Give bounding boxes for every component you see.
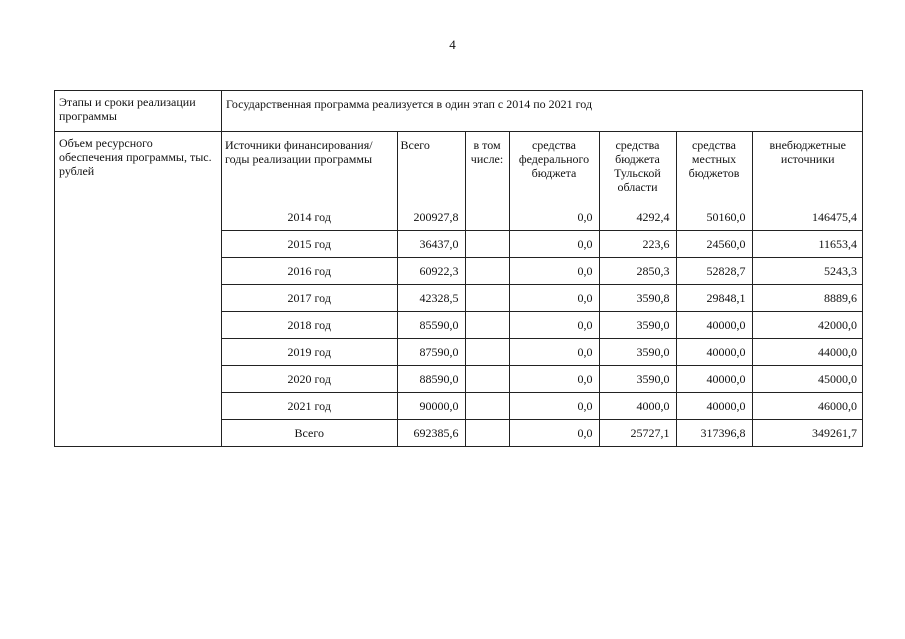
including-cell bbox=[465, 231, 509, 258]
total-cell: 85590,0 bbox=[397, 312, 465, 339]
local-cell: 40000,0 bbox=[676, 312, 752, 339]
federal-cell: 0,0 bbox=[509, 420, 599, 447]
extra-cell: 42000,0 bbox=[752, 312, 863, 339]
federal-cell: 0,0 bbox=[509, 204, 599, 231]
header-federal: средства федерального бюджета bbox=[509, 132, 599, 204]
including-cell bbox=[465, 285, 509, 312]
header-regional: средства бюджета Тульской области bbox=[599, 132, 676, 204]
funding-header-row bbox=[222, 132, 863, 204]
extra-cell: 45000,0 bbox=[752, 366, 863, 393]
total-cell: 36437,0 bbox=[397, 231, 465, 258]
header-total: Всего bbox=[397, 132, 465, 204]
total-cell: 88590,0 bbox=[397, 366, 465, 393]
including-cell bbox=[465, 312, 509, 339]
local-cell: 24560,0 bbox=[676, 231, 752, 258]
extra-cell: 8889,6 bbox=[752, 285, 863, 312]
regional-cell: 3590,8 bbox=[599, 285, 676, 312]
federal-cell: 0,0 bbox=[509, 366, 599, 393]
regional-cell: 25727,1 bbox=[599, 420, 676, 447]
stages-row bbox=[55, 91, 863, 132]
federal-cell: 0,0 bbox=[509, 285, 599, 312]
federal-cell: 0,0 bbox=[509, 393, 599, 420]
local-cell: 29848,1 bbox=[676, 285, 752, 312]
local-cell: 40000,0 bbox=[676, 393, 752, 420]
regional-cell: 2850,3 bbox=[599, 258, 676, 285]
header-local: средства местных бюджетов bbox=[676, 132, 752, 204]
funding-table-cell bbox=[222, 132, 863, 447]
local-cell: 50160,0 bbox=[676, 204, 752, 231]
table-row bbox=[222, 258, 863, 285]
year-cell: 2015 год bbox=[222, 231, 397, 258]
total-cell: 87590,0 bbox=[397, 339, 465, 366]
extra-cell: 349261,7 bbox=[752, 420, 863, 447]
total-cell: 200927,8 bbox=[397, 204, 465, 231]
table-row bbox=[222, 285, 863, 312]
local-cell: 40000,0 bbox=[676, 339, 752, 366]
year-cell: 2014 год bbox=[222, 204, 397, 231]
total-cell: 692385,6 bbox=[397, 420, 465, 447]
including-cell bbox=[465, 393, 509, 420]
total-cell: 60922,3 bbox=[397, 258, 465, 285]
extra-cell: 46000,0 bbox=[752, 393, 863, 420]
table-row bbox=[222, 312, 863, 339]
regional-cell: 3590,0 bbox=[599, 366, 676, 393]
year-cell: 2018 год bbox=[222, 312, 397, 339]
local-cell: 52828,7 bbox=[676, 258, 752, 285]
including-cell bbox=[465, 420, 509, 447]
total-cell: 90000,0 bbox=[397, 393, 465, 420]
federal-cell: 0,0 bbox=[509, 258, 599, 285]
year-cell: 2020 год bbox=[222, 366, 397, 393]
page-number: 4 bbox=[449, 37, 456, 52]
funding-table bbox=[222, 132, 863, 446]
table-row bbox=[222, 420, 863, 447]
year-cell: 2021 год bbox=[222, 393, 397, 420]
federal-cell: 0,0 bbox=[509, 312, 599, 339]
year-cell: 2016 год bbox=[222, 258, 397, 285]
regional-cell: 4000,0 bbox=[599, 393, 676, 420]
year-cell: Всего bbox=[222, 420, 397, 447]
extra-cell: 5243,3 bbox=[752, 258, 863, 285]
table-row bbox=[222, 204, 863, 231]
stages-label: Этапы и сроки реализации программы bbox=[55, 91, 222, 132]
regional-cell: 3590,0 bbox=[599, 312, 676, 339]
including-cell bbox=[465, 204, 509, 231]
regional-cell: 4292,4 bbox=[599, 204, 676, 231]
year-cell: 2019 год bbox=[222, 339, 397, 366]
local-cell: 317396,8 bbox=[676, 420, 752, 447]
funding-label: Объем ресурсного обеспечения программы, тыс. рублей bbox=[55, 132, 222, 447]
table-row bbox=[222, 231, 863, 258]
regional-cell: 223,6 bbox=[599, 231, 676, 258]
extra-cell: 146475,4 bbox=[752, 204, 863, 231]
table-row bbox=[222, 366, 863, 393]
header-source: Источники финансирования/ годы реализации программы bbox=[222, 132, 397, 204]
federal-cell: 0,0 bbox=[509, 339, 599, 366]
regional-cell: 3590,0 bbox=[599, 339, 676, 366]
total-cell: 42328,5 bbox=[397, 285, 465, 312]
federal-cell: 0,0 bbox=[509, 231, 599, 258]
including-cell bbox=[465, 366, 509, 393]
table-row bbox=[222, 393, 863, 420]
year-cell: 2017 год bbox=[222, 285, 397, 312]
stages-value: Государственная программа реализуется в один этап с 2014 по 2021 год bbox=[222, 91, 863, 132]
table-row bbox=[222, 339, 863, 366]
including-cell bbox=[465, 339, 509, 366]
header-extra: внебюджетные источники bbox=[752, 132, 863, 204]
extra-cell: 11653,4 bbox=[752, 231, 863, 258]
header-including: в том числе: bbox=[465, 132, 509, 204]
local-cell: 40000,0 bbox=[676, 366, 752, 393]
including-cell bbox=[465, 258, 509, 285]
program-passport-table bbox=[54, 90, 863, 447]
funding-row bbox=[55, 132, 863, 447]
extra-cell: 44000,0 bbox=[752, 339, 863, 366]
